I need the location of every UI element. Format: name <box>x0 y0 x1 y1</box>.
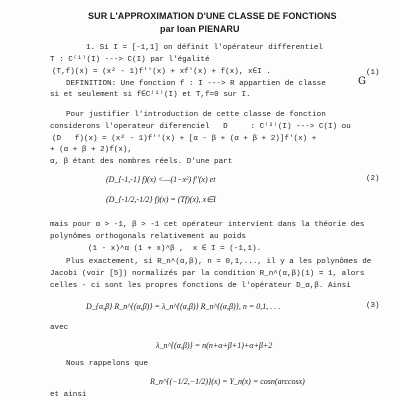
definition-line: DEFINITION: Une fonction f : I ---> R appartien de classe <box>66 80 326 88</box>
author-line: par Ioan PIENARU <box>160 24 240 34</box>
equation-5: R_n^{(−1/2,−1/2)}(x) = Y_n(x) = cosn(arccosx) <box>150 377 305 386</box>
text-line-11: mais pour α > -1, β > -1 cet opérateur intervient dans la théorie des <box>50 221 365 229</box>
text-line-2: T : C⁽¹⁾(I) ---> C(I) par l'égalité <box>50 56 210 64</box>
equation-4: λ_n^{(α,β)} = n(n+α+β+1)+α+β+2 <box>156 341 273 350</box>
equation-2-line-1: (D_{-1,-1} f)(x) <—(1−x²) f''(x) et <box>106 175 216 184</box>
text-line-6: Pour justifier l'introduction de cette classe de fonction <box>66 111 326 119</box>
text-line-12: polynômes orthogonals relativement au poids <box>50 233 246 241</box>
text-line-5: si et seulement si f∈C⁽¹⁾(I) et T,f=0 sur I. <box>50 91 251 99</box>
text-line-15: Jacobi (voir [5]) normalizés par la condition R_n^(α,β)(1) = 1, alors <box>50 270 365 278</box>
text-line-1: 1. Si I = [-1,1] on définit l'opérateur differentiel <box>86 44 323 52</box>
text-line-ainsi: et ainsi <box>50 391 87 399</box>
equation-number-3: (3) <box>366 302 380 310</box>
text-line-16: celles - ci sont les propres fonctions de l'opérateur D_α,β. Ainsi <box>50 282 351 290</box>
text-line-8: (D f)(x) = (x² - 1)f''(x) + [α - β + (α + β + 2)]f'(x) + <box>52 135 317 143</box>
equation-2-line-2: (D_{-1/2,-1/2} f)(x) = (Tf)(x), x∈I <box>106 195 216 204</box>
paper-title: SUR L'APPROXIMATION D'UNE CLASSE DE FONCTIONS <box>88 11 337 21</box>
equation-3: D_{α,β} R_n^{(α,β)} = λ_n^{(α,β)} R_n^{(α,β)}, n = 0,1, . . . <box>86 302 281 311</box>
text-line-14: Plus exactement, si R_n^(α,β), n = 0,1,..., il y a les polynômes de <box>66 258 372 266</box>
text-line-nous: Nous rappelons que <box>66 360 149 368</box>
weight-formula: (1 - x)^α (1 + x)^β , x ∈ I = (-1,1). <box>88 245 262 253</box>
handwritten-mark: G <box>358 76 366 87</box>
equation-number-2: (2) <box>366 175 380 183</box>
text-line-3: (T,f)(x) = (x² - 1)f''(x) + xf'(x) + f(x), x∈I . <box>52 68 271 76</box>
text-line-7: considerons l'operateur diferenciel D : C⁽²⁾(I) ---> C(I) ou <box>50 123 351 131</box>
equation-number-1: (1) <box>366 69 380 77</box>
text-line-10: α, β étant des nombres réels. D'une part <box>50 158 233 166</box>
text-line-avec: avec <box>50 324 69 332</box>
text-line-9: + (α + β + 2)f(x), <box>50 146 133 154</box>
